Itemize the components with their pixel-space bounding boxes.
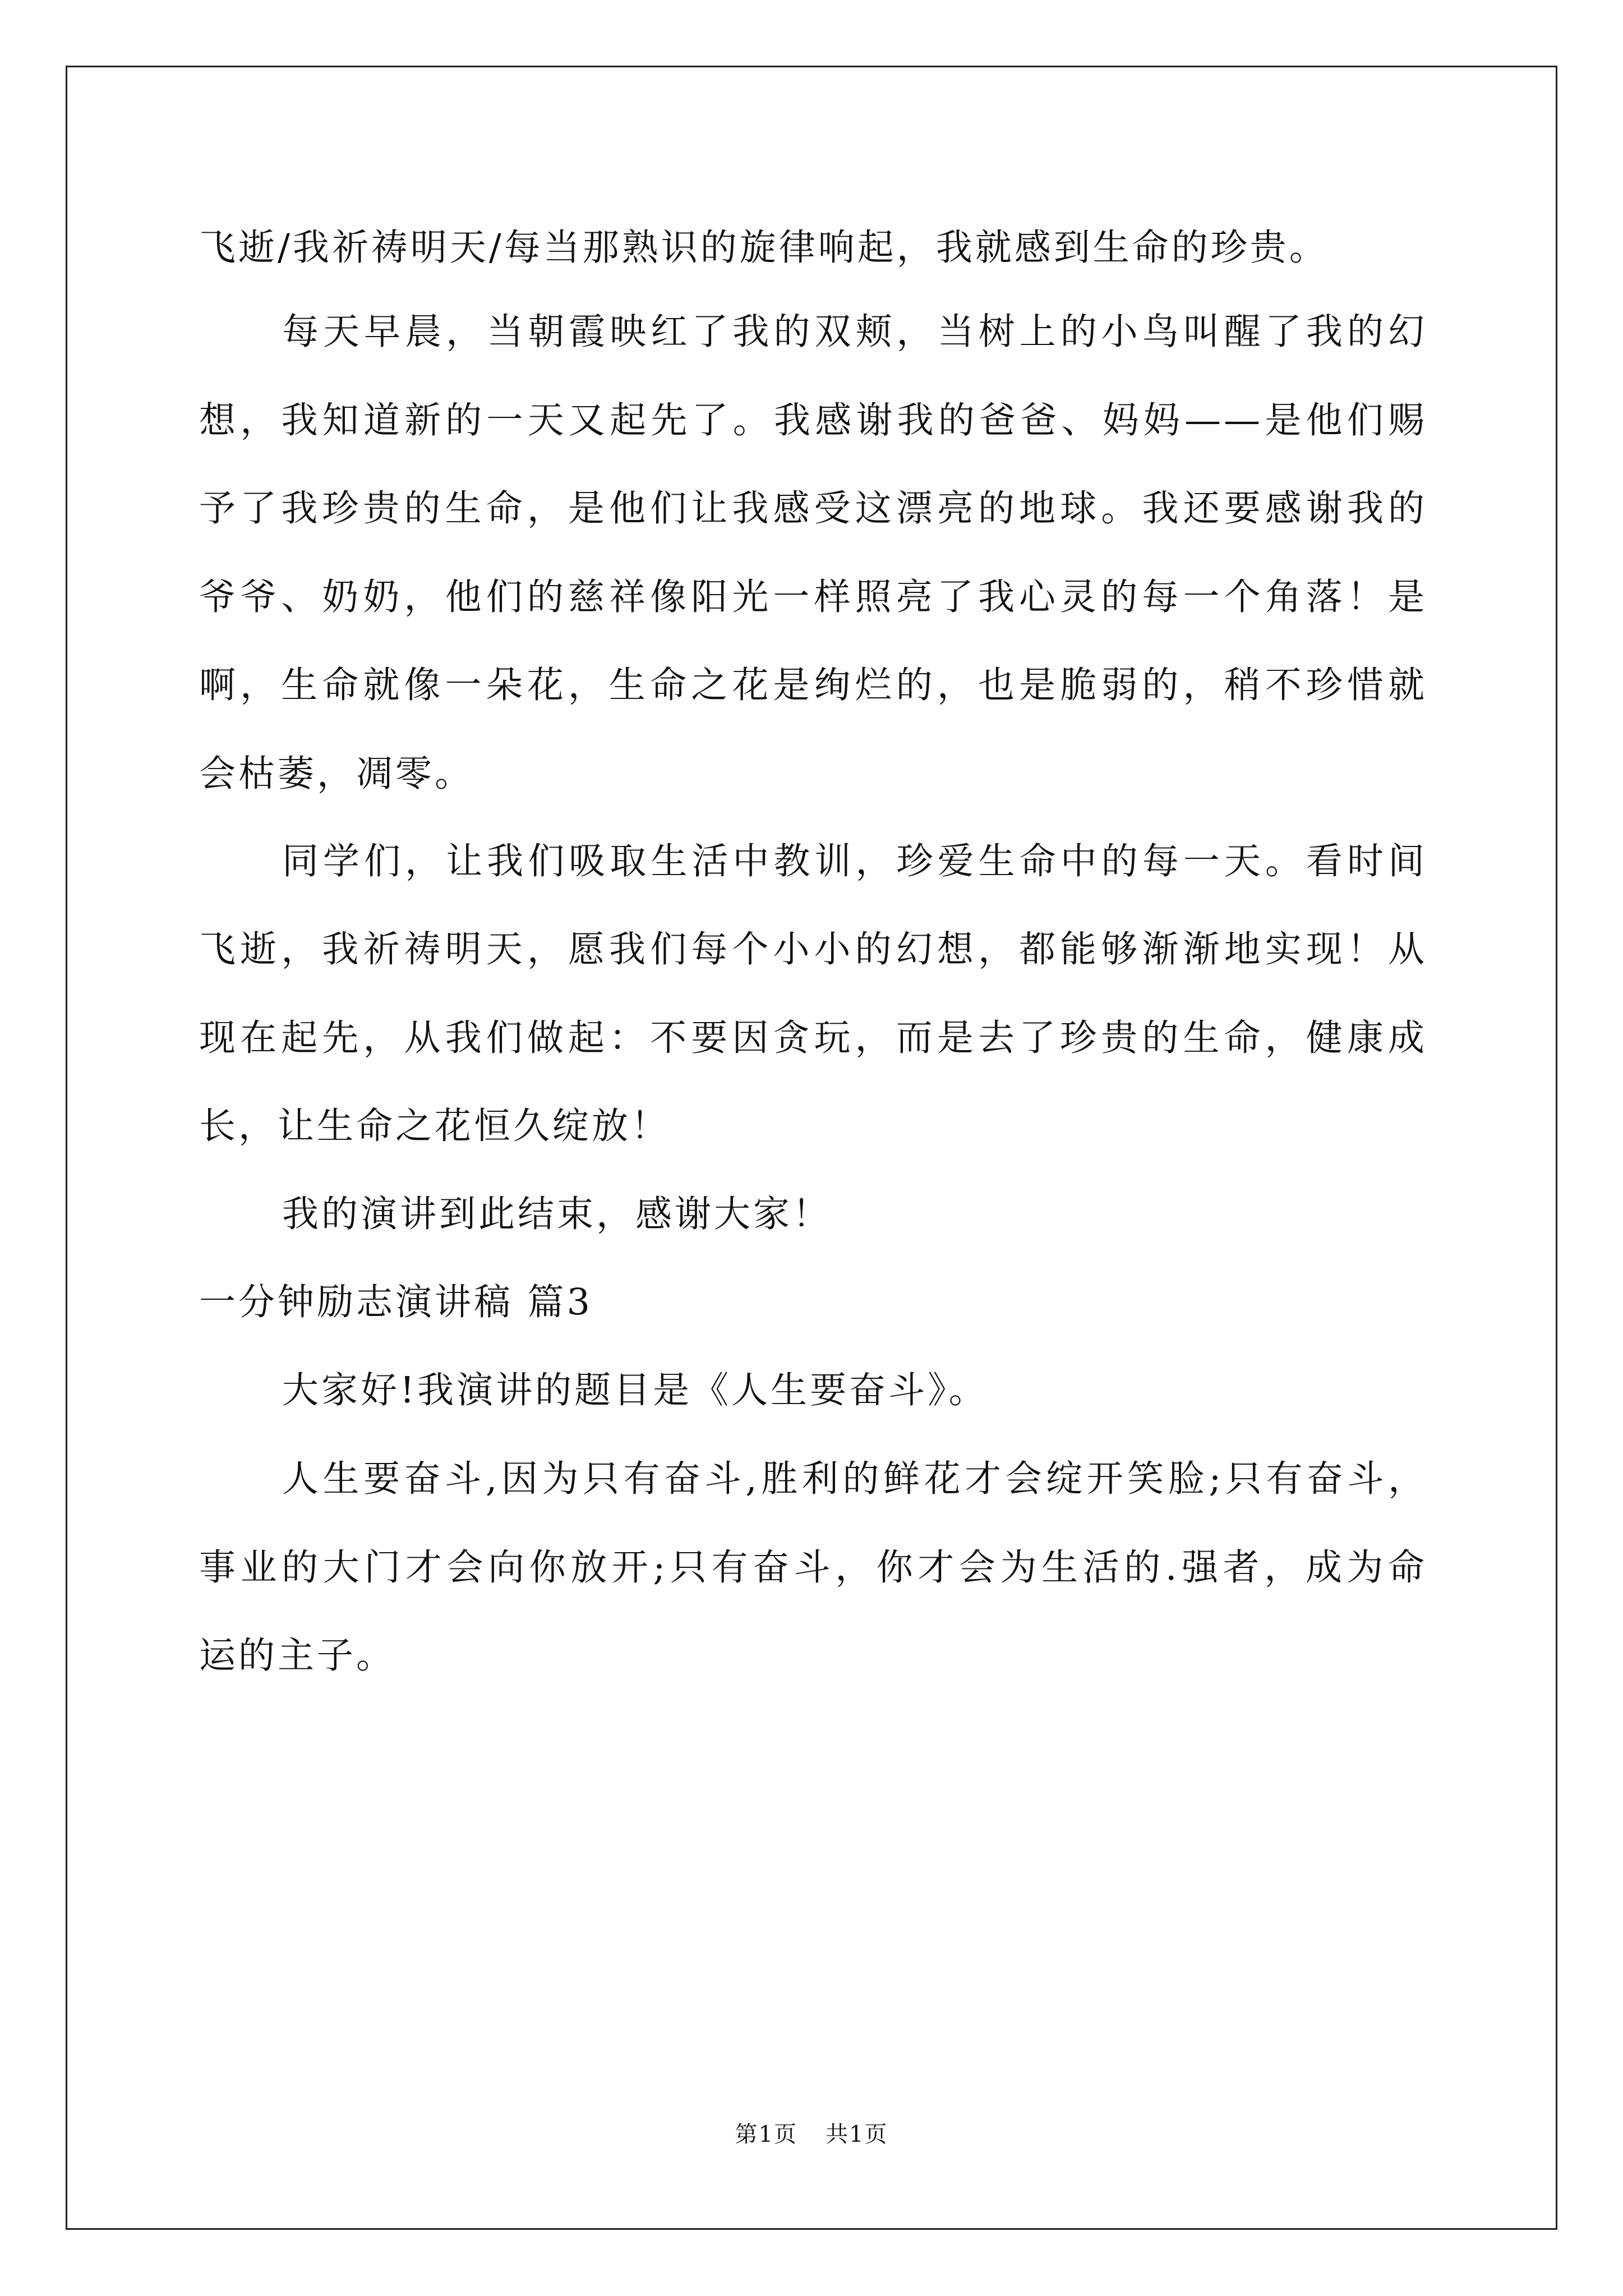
page-footer — [0, 2118, 1623, 2151]
text-line-10: 现在起先，从我们做起：不要因贪玩，而是去了珍贵的生命，健康成 — [199, 1017, 1427, 1059]
text-line-3: 想，我知道新的一天又起先了。我感谢我的爸爸、妈妈——是他们赐 — [199, 399, 1427, 441]
page-number: 第1页 — [735, 2122, 797, 2147]
text-line-9: 飞逝，我祈祷明天，愿我们每个小小的幻想，都能够渐渐地实现！从 — [199, 928, 1427, 970]
section-heading: 一分钟励志演讲稿 篇3 — [199, 1281, 593, 1323]
text-line-11: 长，让生命之花恒久绽放！ — [199, 1105, 671, 1147]
text-line-1: 飞逝/我祈祷明天/每当那熟识的旋律响起，我就感到生命的珍贵。 — [199, 227, 1329, 269]
text-line-2: 每天早晨，当朝霞映红了我的双颊，当树上的小鸟叫醒了我的幻 — [282, 311, 1427, 353]
text-line-16: 运的主子。 — [199, 1635, 396, 1677]
text-line-8: 同学们，让我们吸取生活中教训，珍爱生命中的每一天。看时间 — [282, 840, 1427, 882]
text-line-13: 大家好!我演讲的题目是《人生要奋斗》。 — [282, 1369, 988, 1411]
text-line-14: 人生要奋斗,因为只有奋斗,胜利的鲜花才会绽开笑脸;只有奋斗， — [282, 1458, 1427, 1500]
text-line-15: 事业的大门才会向你放开;只有奋斗，你才会为生活的.强者，成为命 — [199, 1547, 1427, 1589]
text-line-4: 予了我珍贵的生命，是他们让我感受这漂亮的地球。我还要感谢我的 — [199, 487, 1427, 530]
text-line-6: 啊，生命就像一朵花，生命之花是绚烂的，也是脆弱的，稍不珍惜就 — [199, 664, 1427, 706]
text-line-5: 爷爷、奶奶，他们的慈祥像阳光一样照亮了我心灵的每一个角落！是 — [199, 576, 1427, 618]
text-line-12: 我的演讲到此结束，感谢大家！ — [282, 1193, 832, 1235]
page-total: 共1页 — [826, 2122, 888, 2147]
text-line-7: 会枯萎，凋零。 — [199, 753, 474, 795]
